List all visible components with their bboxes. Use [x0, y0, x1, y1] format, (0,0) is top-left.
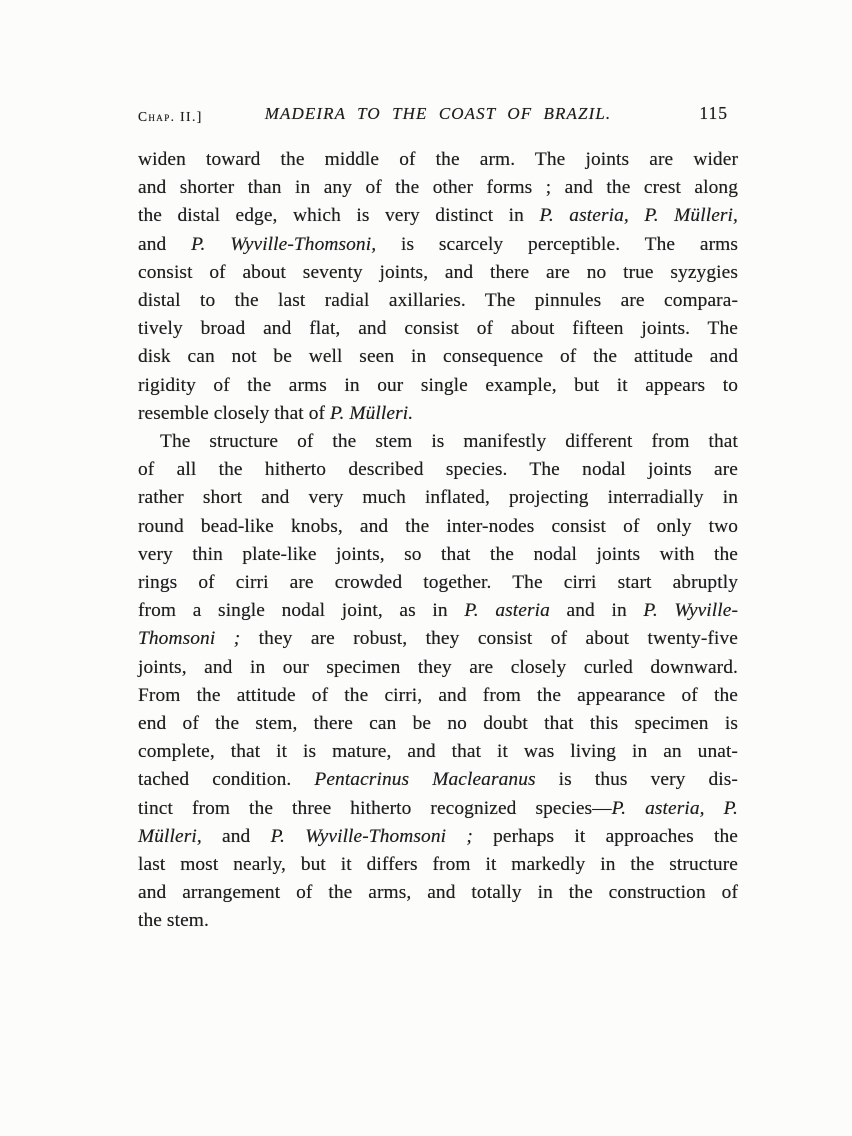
text-line — [138, 879, 738, 907]
text-line — [138, 795, 738, 823]
text-segment: is thus very dis- — [535, 769, 738, 791]
text-line — [138, 400, 738, 428]
text-segment: resemble closely that of — [138, 402, 331, 424]
text-segment: very thin plate-like joints, so that the nodal joints with the — [138, 543, 738, 565]
text-segment: is scarcely perceptible. The arms — [376, 233, 738, 255]
text-line — [138, 823, 738, 851]
page-number: 115 — [699, 103, 728, 123]
text-segment: the stem. — [138, 910, 209, 932]
text-line — [138, 682, 738, 710]
text-segment: rather short and very much inflated, projecting interradially in — [138, 487, 738, 509]
text-line — [138, 907, 738, 935]
species-name-italic: P. Wyville- — [643, 600, 739, 622]
text-segment: of all the hitherto described species. The nodal joints are — [138, 459, 738, 481]
text-segment: From the attitude of the cirri, and from the appearance of the — [138, 684, 738, 706]
text-segment: disk can not be well seen in consequence of the attitude and — [138, 346, 738, 368]
text-segment: perhaps it approaches the — [472, 825, 738, 847]
text-segment — [705, 798, 724, 819]
paragraph — [138, 428, 738, 936]
text-line — [138, 372, 738, 400]
species-name-italic: Mülleri, — [138, 825, 202, 847]
text-line — [138, 287, 738, 315]
species-name-italic: P. — [723, 797, 738, 819]
text-line — [138, 231, 738, 259]
text-segment: and — [201, 825, 271, 847]
text-line — [138, 513, 738, 541]
page-body — [138, 146, 738, 936]
text-segment: from a single nodal joint, as in — [138, 600, 465, 622]
species-name-italic: P. Wyville-Thomsoni ; — [270, 825, 473, 847]
text-line — [138, 343, 738, 371]
chapter-label: Chap. II.] — [138, 109, 203, 124]
text-line — [138, 315, 738, 343]
species-name-italic: P. asteria, — [611, 797, 705, 819]
text-line — [138, 625, 738, 653]
text-segment: and in — [549, 600, 644, 622]
text-segment: and arrangement of the arms, and totally in the construction of — [138, 882, 738, 904]
text-line — [138, 710, 738, 738]
text-segment: distal to the last radial axillaries. The pinnules are compara- — [138, 290, 738, 312]
text-line — [138, 738, 738, 766]
text-line — [138, 456, 738, 484]
text-segment: end of the stem, there can be no doubt that this specimen is — [138, 713, 738, 735]
species-name-italic: P. asteria — [464, 600, 550, 622]
species-name-italic: P. asteria, — [539, 205, 629, 227]
text-segment: and shorter than in any of the other forms ; and the crest along — [138, 177, 738, 199]
text-segment: rings of cirri are crowded together. The cirri start abruptly — [138, 572, 738, 594]
text-line — [138, 146, 738, 174]
text-segment: and — [138, 233, 192, 255]
species-name-italic: P. Wyville-Thomsoni, — [191, 233, 377, 255]
text-segment: round bead-like knobs, and the inter-nodes consist of only two — [138, 515, 738, 537]
text-segment: widen toward the middle of the arm. The joints are wider — [138, 149, 738, 170]
text-line — [138, 484, 738, 512]
page-header — [138, 103, 738, 129]
species-name-italic: Thomsoni ; — [138, 628, 241, 650]
text-line — [138, 851, 738, 879]
text-segment: joints, and in our specimen they are closely curled downward. — [138, 656, 738, 678]
text-segment: consist of about seventy joints, and there are no true syzygies — [138, 261, 738, 283]
text-line — [138, 259, 738, 287]
text-line — [138, 597, 738, 625]
paragraph — [138, 146, 738, 428]
text-segment: last most nearly, but it differs from it markedly in the structure — [138, 854, 738, 876]
species-name-italic: P. Mülleri, — [644, 205, 738, 227]
text-line — [138, 202, 738, 230]
text-segment: The structure of the stem is manifestly different from that — [160, 431, 738, 453]
text-segment: tached condition. — [138, 769, 315, 791]
text-line — [138, 766, 738, 794]
text-segment: tinct from the three hitherto recognized species— — [138, 797, 612, 819]
text-line — [138, 428, 738, 456]
text-segment: they are robust, they consist of about twenty-five — [240, 628, 738, 650]
text-line — [138, 654, 738, 682]
text-line — [138, 174, 738, 202]
text-segment: rigidity of the arms in our single example, but it appears to — [138, 374, 738, 396]
species-name-italic: P. Mülleri. — [330, 402, 414, 424]
text-segment: the distal edge, which is very distinct in — [138, 205, 540, 227]
text-line — [138, 569, 738, 597]
text-segment: complete, that it is mature, and that it was living in an unat- — [138, 741, 738, 763]
species-name-italic: Pentacrinus Maclearanus — [314, 769, 536, 791]
running-title: MADEIRA TO THE COAST OF BRAZIL. — [264, 104, 612, 123]
text-segment — [629, 205, 644, 226]
text-line — [138, 541, 738, 569]
text-segment: tively broad and flat, and consist of about fifteen joints. The — [138, 318, 738, 340]
